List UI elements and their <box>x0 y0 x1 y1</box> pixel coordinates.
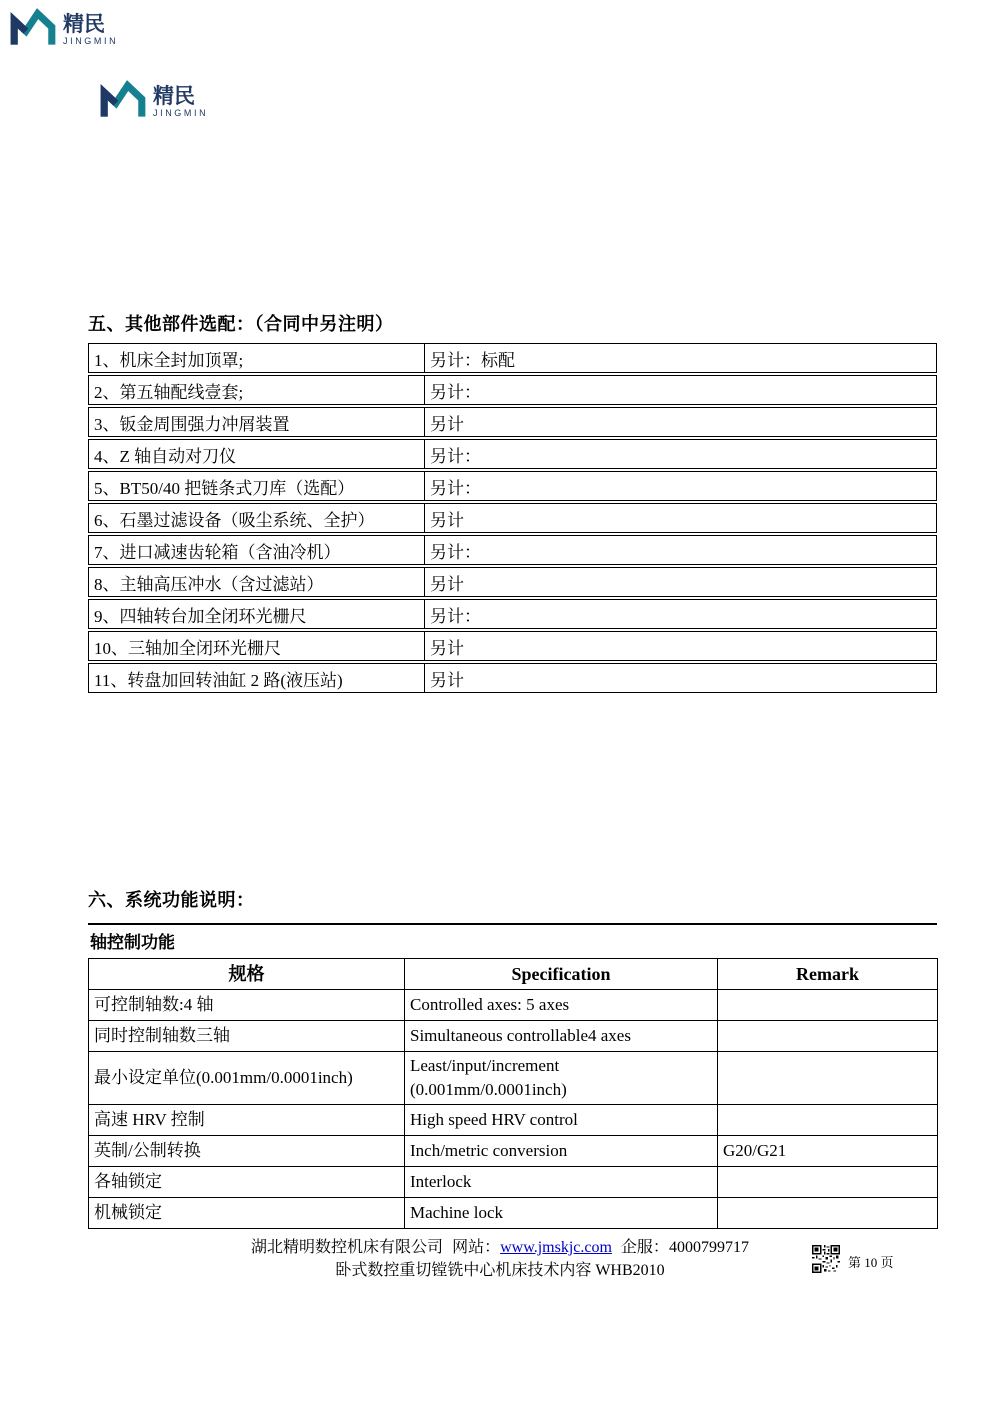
option-note: 另计 <box>425 503 937 533</box>
brand-name-en: JINGMIN <box>153 107 209 118</box>
option-note: 另计：标配 <box>425 343 937 373</box>
section-optional-parts <box>88 310 937 695</box>
table-row <box>88 471 937 501</box>
section5-title: 五、其他部件选配：（合同中另注明） <box>88 314 394 334</box>
optional-parts-table <box>88 341 937 695</box>
option-item: 1、机床全封加顶罩; <box>88 343 425 373</box>
website-link[interactable]: www.jmskjc.com <box>500 1239 612 1256</box>
table-row <box>88 599 937 629</box>
option-item: 7、进口减速齿轮箱（含油冷机） <box>88 535 425 565</box>
axis-function-table <box>88 958 938 1229</box>
option-item: 5、BT50/40 把链条式刀库（选配） <box>88 471 425 501</box>
option-item: 4、Z 轴自动对刀仪 <box>88 439 425 469</box>
spec-cn-cell: 机械锁定 <box>89 1198 405 1229</box>
option-note: 另计： <box>425 599 937 629</box>
option-note: 另计 <box>425 663 937 693</box>
spec-en-cell: Inch/metric conversion <box>405 1136 718 1167</box>
option-note: 另计 <box>425 407 937 437</box>
spec-en-cell: Least/input/increment (0.001mm/0.0001inch) <box>405 1052 718 1105</box>
option-note: 另计： <box>425 439 937 469</box>
remark-cell <box>718 1167 938 1198</box>
header-spec-cn: 规格 <box>89 959 405 990</box>
header-remark: Remark <box>718 959 938 990</box>
section6-title: 六、系统功能说明： <box>88 890 255 910</box>
table-row <box>89 1136 938 1167</box>
option-item: 8、主轴高压冲水（含过滤站） <box>88 567 425 597</box>
header-specification: Specification <box>405 959 718 990</box>
spec-cn-cell: 最小设定单位(0.001mm/0.0001inch) <box>89 1052 405 1105</box>
spec-cn-cell: 高速 HRV 控制 <box>89 1105 405 1136</box>
table-row <box>88 503 937 533</box>
footer-line2: 卧式数控重切镗铣中心机床技术内容 WHB2010 <box>335 1262 665 1279</box>
option-note: 另计： <box>425 375 937 405</box>
table-header-row <box>89 959 938 990</box>
table-row <box>88 631 937 661</box>
footer-website-label: 网站： <box>452 1239 501 1256</box>
table-row <box>89 1167 938 1198</box>
option-note: 另计 <box>425 567 937 597</box>
brand-name-cn: 精民 <box>153 84 195 108</box>
option-item: 9、四轴转台加全闭环光栅尺 <box>88 599 425 629</box>
table-row <box>88 343 937 373</box>
table-row <box>88 375 937 405</box>
spec-cn-cell: 英制/公制转换 <box>89 1136 405 1167</box>
brand-name-cn: 精民 <box>63 12 105 36</box>
footer-company: 湖北精明数控机床有限公司 <box>251 1239 444 1256</box>
option-item: 2、第五轴配线壹套; <box>88 375 425 405</box>
option-item: 11、转盘加回转油缸 2 路(液压站) <box>88 663 425 693</box>
spec-en-cell: Controlled axes: 5 axes <box>405 990 718 1021</box>
option-item: 10、三轴加全闭环光栅尺 <box>88 631 425 661</box>
spec-en-cell: Interlock <box>405 1167 718 1198</box>
option-item: 6、石墨过滤设备（吸尘系统、全护） <box>88 503 425 533</box>
table-row <box>88 663 937 693</box>
option-item: 3、钣金周围强力冲屑装置 <box>88 407 425 437</box>
table-row <box>89 990 938 1021</box>
footer-service-label: 企服： <box>620 1239 669 1256</box>
remark-cell <box>718 1052 938 1105</box>
spec-en-cell: Machine lock <box>405 1198 718 1229</box>
remark-cell: G20/G21 <box>718 1136 938 1167</box>
page-number: 第 10 页 <box>848 1255 894 1270</box>
table-row <box>89 1198 938 1229</box>
jingmin-logo-icon <box>10 6 56 53</box>
remark-cell <box>718 1021 938 1052</box>
logo-top-corner <box>10 6 118 53</box>
footer-service-phone: 4000799717 <box>668 1239 749 1256</box>
table-row <box>88 407 937 437</box>
spec-en-cell: Simultaneous controllable4 axes <box>405 1021 718 1052</box>
spec-cn-cell: 可控制轴数:4 轴 <box>89 990 405 1021</box>
table-row <box>89 1105 938 1136</box>
section-system-functions <box>88 886 937 1229</box>
table-row <box>89 1021 938 1052</box>
table-row <box>88 535 937 565</box>
logo-header <box>100 78 208 125</box>
remark-cell <box>718 1105 938 1136</box>
option-note: 另计： <box>425 471 937 501</box>
remark-cell <box>718 1198 938 1229</box>
option-note: 另计 <box>425 631 937 661</box>
table-row <box>89 1052 938 1105</box>
table-row <box>88 439 937 469</box>
option-note: 另计： <box>425 535 937 565</box>
remark-cell <box>718 990 938 1021</box>
brand-name-en: JINGMIN <box>63 35 119 46</box>
axis-control-subtitle: 轴控制功能 <box>90 933 175 952</box>
spec-cn-cell: 各轴锁定 <box>89 1167 405 1198</box>
spec-en-cell: High speed HRV control <box>405 1105 718 1136</box>
table-row <box>88 567 937 597</box>
jingmin-logo-icon <box>100 78 146 125</box>
spec-cn-cell: 同时控制轴数三轴 <box>89 1021 405 1052</box>
